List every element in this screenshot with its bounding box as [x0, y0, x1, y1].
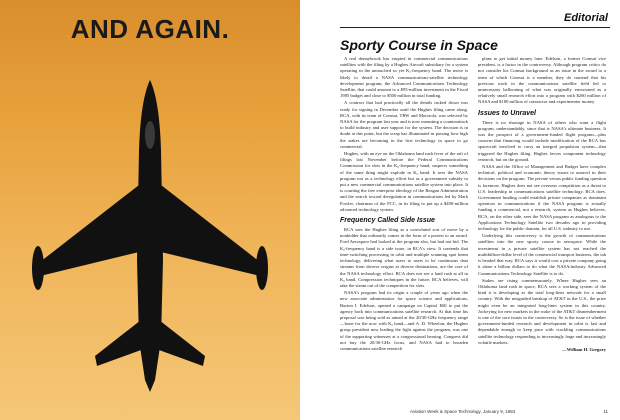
article-column-2 — [478, 56, 606, 402]
paragraph: Stakes are rising commensurately. Where Hughes sees an Oklahoma land rush in space, RCA sees a working system of the kind it is developing as the total long-lines network for a small country. With the misguided breakup of AT&T in the U.S., the prize might even be an integrated long-lines system in this country. Jockeying for new markets in the wake of the AT&T dismemberment is one of the core issues in the controversy. So is the issue of whether government-funded research and development in orbit is fast and dependable enough to keep pace with crackling communications satellite technology responding to increasingly large and increasingly volatile markets. — [478, 277, 606, 345]
paragraph: A contract that had practically all the details tacked down was ready for signing in December until the Hughes filing came along. RCA, with its team of Comsat, TRW and Motorola, was selected by NASA for the program last year and is now mounting a counterattack to build industry and user support for the system. The decision is in doubt at this point, but the scrap has illuminated in passing how high the stakes are becoming in the first technology in space to go commercial. — [340, 100, 468, 149]
page-number: 11 — [603, 409, 608, 414]
editorial-page — [300, 0, 620, 420]
subheading: Issues to Unravel — [478, 109, 536, 117]
jet-aircraft-image — [0, 0, 300, 420]
paragraph: A real donnybrook has erupted in commercial communications satellites with the filing by a Hughes Aircraft subsidiary for a system operating in the untouched so yet Kₐ-frequency band. The move is likely to derail a NASA communications-satellite technology development program, the Advanced Communications Technology Satellite, that could amount to a $95-million investment in the Fiscal 1985 budget and close to $500 million in total funding. — [340, 56, 468, 99]
paragraph: Underlying this controversy is the growth of communications satellites into the new sporty course in aerospace. While the investment in a private satellite system has not reached the multibillion-dollar level of the commercial transport business, the tab is headed that way. RCA says it would cost a private company going it alone a billion dollars to do what the NASA/industry Advanced Communications Technology Satellite is to do. — [478, 233, 606, 276]
paragraph: NASA's program had its origin a couple of years ago when the new associate administrator for space science and applications, Burton I. Edelson, opened a campaign on Capitol Hill to put the agency back into communications satellite research. At that time his proposal was being sold as aimed at the 20/30-GHz frequency range—bone for the now with Kₐ band—and A. D. Wheelon, the Hughes group president now leading the fight against the program, was one of the supporting witnesses at a congressional hearing. Congress did not buy the 20/30-GHz focus, and NASA had to broaden communications satellite research — [340, 290, 468, 351]
publication-footer: Aviation Week & Space Technology, January 9, 1984 — [410, 409, 516, 414]
subheading: Frequency Called Side Issue — [340, 217, 435, 225]
article-column-1 — [340, 56, 468, 402]
section-label: Editorial — [563, 12, 608, 24]
paragraph: There is no shortage in NASA of others who want a flight program, understandably, since that is NASA's ultimate business. It was the prospect of a government-funded flight program—plus concern that financing would include modification of the RCA bus spacecraft involved to carry an integral propulsion system—that triggered the Hughes filing. Hughes favors component technology research, but on the ground. — [478, 119, 606, 162]
paragraph: RCA sees the Hughes filing as a convoluted sort of move by a nonbidder that ordinarily comes in the form of a protest to an award. Ford Aerospace had looked at the program also, but had not bid. The Kₐ-frequency band is a side issue, in RCA's view. It contends that time-switching processing in orbit and multiple scanning spot beam technology, delivering what users to users to be continuous data streams from diverse origins at diverse destinations, are the core of the NASA technology effort. RCA does not see a land rush at all in Kₐ band. Compression techniques in the future, RCA believes, will take the steam out of the competition for slots. — [340, 227, 468, 288]
section-divider — [340, 27, 610, 28]
paragraph: plans to get initial money later. Edelson, a former Comsat vice president, is a factor in the controversy. Although program critics do not consider his Comsat background as an issue in the award to a team of which Comsat is a member, they do contend that his previous work in the communications satellite field led to unnecessary ballooning of what was originally envisioned as a relatively small research effort into a program with $260 million of NASA and $180 million of contractor and experimenter money. — [478, 56, 606, 105]
advertisement-page — [0, 0, 300, 420]
paragraph: Hughes, with an eye on the Oklahoma land rush fever of the raft of filings last November before the Federal Communications Commission for slots in the Kᵤ-frequency band, suspects something of the same thing might explode in Kₐ band. It sees the NASA program not as a technology effort but as a government subsidy to put a new commercial communications satellite system into place. It is courting the free enterprise ideology of the Reagan Administration and the search toward deregulation in communications led by Mark Fowler, chairman of the FCC, in its filing to put up a $400-million advanced technology system. — [340, 151, 468, 212]
article-title: Sporty Course in Space — [340, 37, 498, 53]
paragraph: NASA and the Office of Management and Budget have complex technical, political and economic theory issues to unravel in their decisions on the program. The private versus public funding question is foremost. Hughes does not see overseas competition as a threat to U.S. leadership in communications satellite technology. RCA does. Government funding could establish private companies as dominant operators in communications if the NASA program is actually funding a commercial, not a research, system as Hughes believes. RCA, on the other side, sees the NASA program as analogous to the Applications Technology Satellite two decades ago in providing technology for the public domain, for all U.S. industry to use. — [478, 164, 606, 232]
author-signature: —William H. Gregory — [562, 346, 606, 352]
ad-headline: AND AGAIN. — [70, 14, 230, 44]
